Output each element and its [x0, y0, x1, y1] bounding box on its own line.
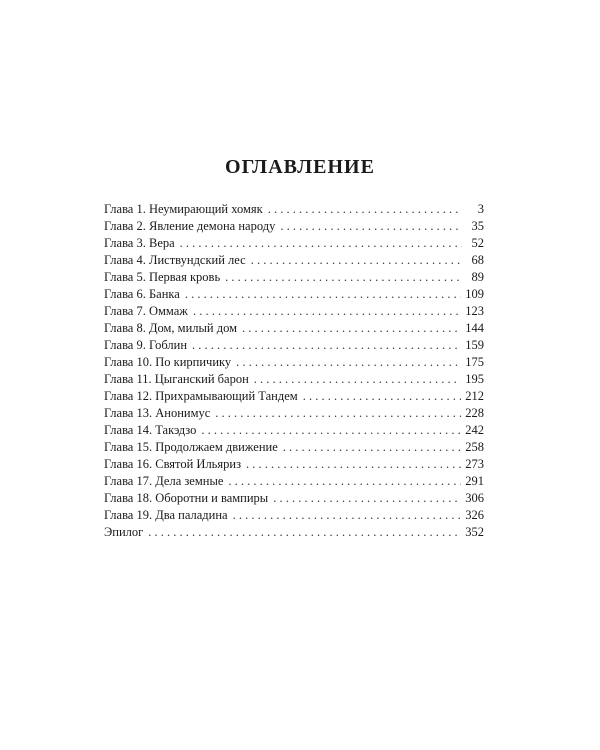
toc-entry — [104, 218, 484, 235]
toc-entry — [104, 371, 484, 388]
toc-entry-page: 123 — [465, 304, 484, 318]
page-title: ОГЛАВЛЕНИЕ — [225, 156, 375, 178]
dot-leader — [233, 507, 462, 524]
dot-leader — [148, 524, 461, 541]
dot-leader — [180, 235, 462, 252]
toc-entry-page: 52 — [471, 236, 484, 250]
toc-entry-label: Глава 11. Цыганский барон — [104, 372, 249, 386]
toc-entry-page: 228 — [465, 406, 484, 420]
dot-leader — [201, 422, 461, 439]
toc-entry-label: Глава 16. Святой Ильяриз — [104, 457, 242, 471]
toc-entry-label: Глава 18. Оборотни и вампиры — [104, 491, 269, 505]
toc-entry — [104, 490, 484, 507]
toc-entry-page: 144 — [465, 321, 484, 335]
toc-entry — [104, 252, 484, 269]
toc-entry — [104, 507, 484, 524]
toc-entry-label: Глава 8. Дом, милый дом — [104, 321, 238, 335]
toc-entry — [104, 303, 484, 320]
dot-leader — [268, 201, 462, 218]
dot-leader — [185, 286, 461, 303]
dot-leader — [228, 473, 461, 490]
toc-entry-label: Глава 7. Оммаж — [104, 304, 188, 318]
dot-leader — [273, 490, 461, 507]
toc-entry-page: 306 — [465, 491, 484, 505]
dot-leader — [246, 456, 461, 473]
dot-leader — [193, 303, 461, 320]
toc-entry-page: 291 — [465, 474, 484, 488]
toc-entry-page: 3 — [477, 202, 484, 216]
dot-leader — [254, 371, 461, 388]
toc-entry-label: Глава 15. Продолжаем движение — [104, 440, 278, 454]
toc-entry-label: Глава 14. Такэдзо — [104, 423, 197, 437]
toc-entry — [104, 422, 484, 439]
toc-entry-label: Глава 12. Прихрамывающий Тандем — [104, 389, 298, 403]
toc-entry-page: 35 — [471, 219, 484, 233]
dot-leader — [192, 337, 461, 354]
dot-leader — [242, 320, 461, 337]
toc-entry-page: 195 — [465, 372, 484, 386]
toc-entry-label: Глава 19. Два паладина — [104, 508, 228, 522]
toc-entry-page: 68 — [471, 253, 484, 267]
dot-leader — [236, 354, 461, 371]
dot-leader — [303, 388, 462, 405]
toc-entry — [104, 439, 484, 456]
toc-entry-page: 352 — [465, 525, 484, 539]
table-of-contents — [104, 201, 484, 541]
toc-entry-page: 242 — [465, 423, 484, 437]
toc-entry-label: Глава 4. Листвундский лес — [104, 253, 246, 267]
toc-entry-page: 258 — [465, 440, 484, 454]
toc-entry — [104, 354, 484, 371]
toc-entry-label: Глава 9. Гоблин — [104, 338, 188, 352]
toc-entry — [104, 235, 484, 252]
toc-entry — [104, 320, 484, 337]
toc-entry-page: 109 — [465, 287, 484, 301]
toc-entry-label: Глава 10. По кирпичику — [104, 355, 232, 369]
toc-entry-page: 326 — [465, 508, 484, 522]
toc-entry-label: Глава 17. Дела земные — [104, 474, 224, 488]
toc-entry-page: 212 — [465, 389, 484, 403]
toc-entry — [104, 456, 484, 473]
dot-leader — [225, 269, 462, 286]
toc-entry-page: 159 — [465, 338, 484, 352]
toc-entry-page: 89 — [471, 270, 484, 284]
toc-entry — [104, 337, 484, 354]
toc-entry-label: Глава 5. Первая кровь — [104, 270, 221, 284]
toc-entry — [104, 201, 484, 218]
dot-leader — [251, 252, 462, 269]
dot-leader — [215, 405, 461, 422]
toc-entry-label: Эпилог — [104, 525, 144, 539]
toc-entry-label: Глава 2. Явление демона народу — [104, 219, 276, 233]
toc-entry-label: Глава 6. Банка — [104, 287, 180, 301]
toc-entry-label: Глава 1. Неумирающий хомяк — [104, 202, 263, 216]
toc-entry — [104, 388, 484, 405]
toc-entry-label: Глава 3. Вера — [104, 236, 175, 250]
toc-entry — [104, 473, 484, 490]
toc-entry-page: 175 — [465, 355, 484, 369]
toc-entry — [104, 286, 484, 303]
toc-entry — [104, 405, 484, 422]
toc-entry-label: Глава 13. Анонимус — [104, 406, 211, 420]
dot-leader — [280, 218, 462, 235]
toc-entry — [104, 524, 484, 541]
toc-entry-page: 273 — [465, 457, 484, 471]
dot-leader — [283, 439, 462, 456]
toc-entry — [104, 269, 484, 286]
